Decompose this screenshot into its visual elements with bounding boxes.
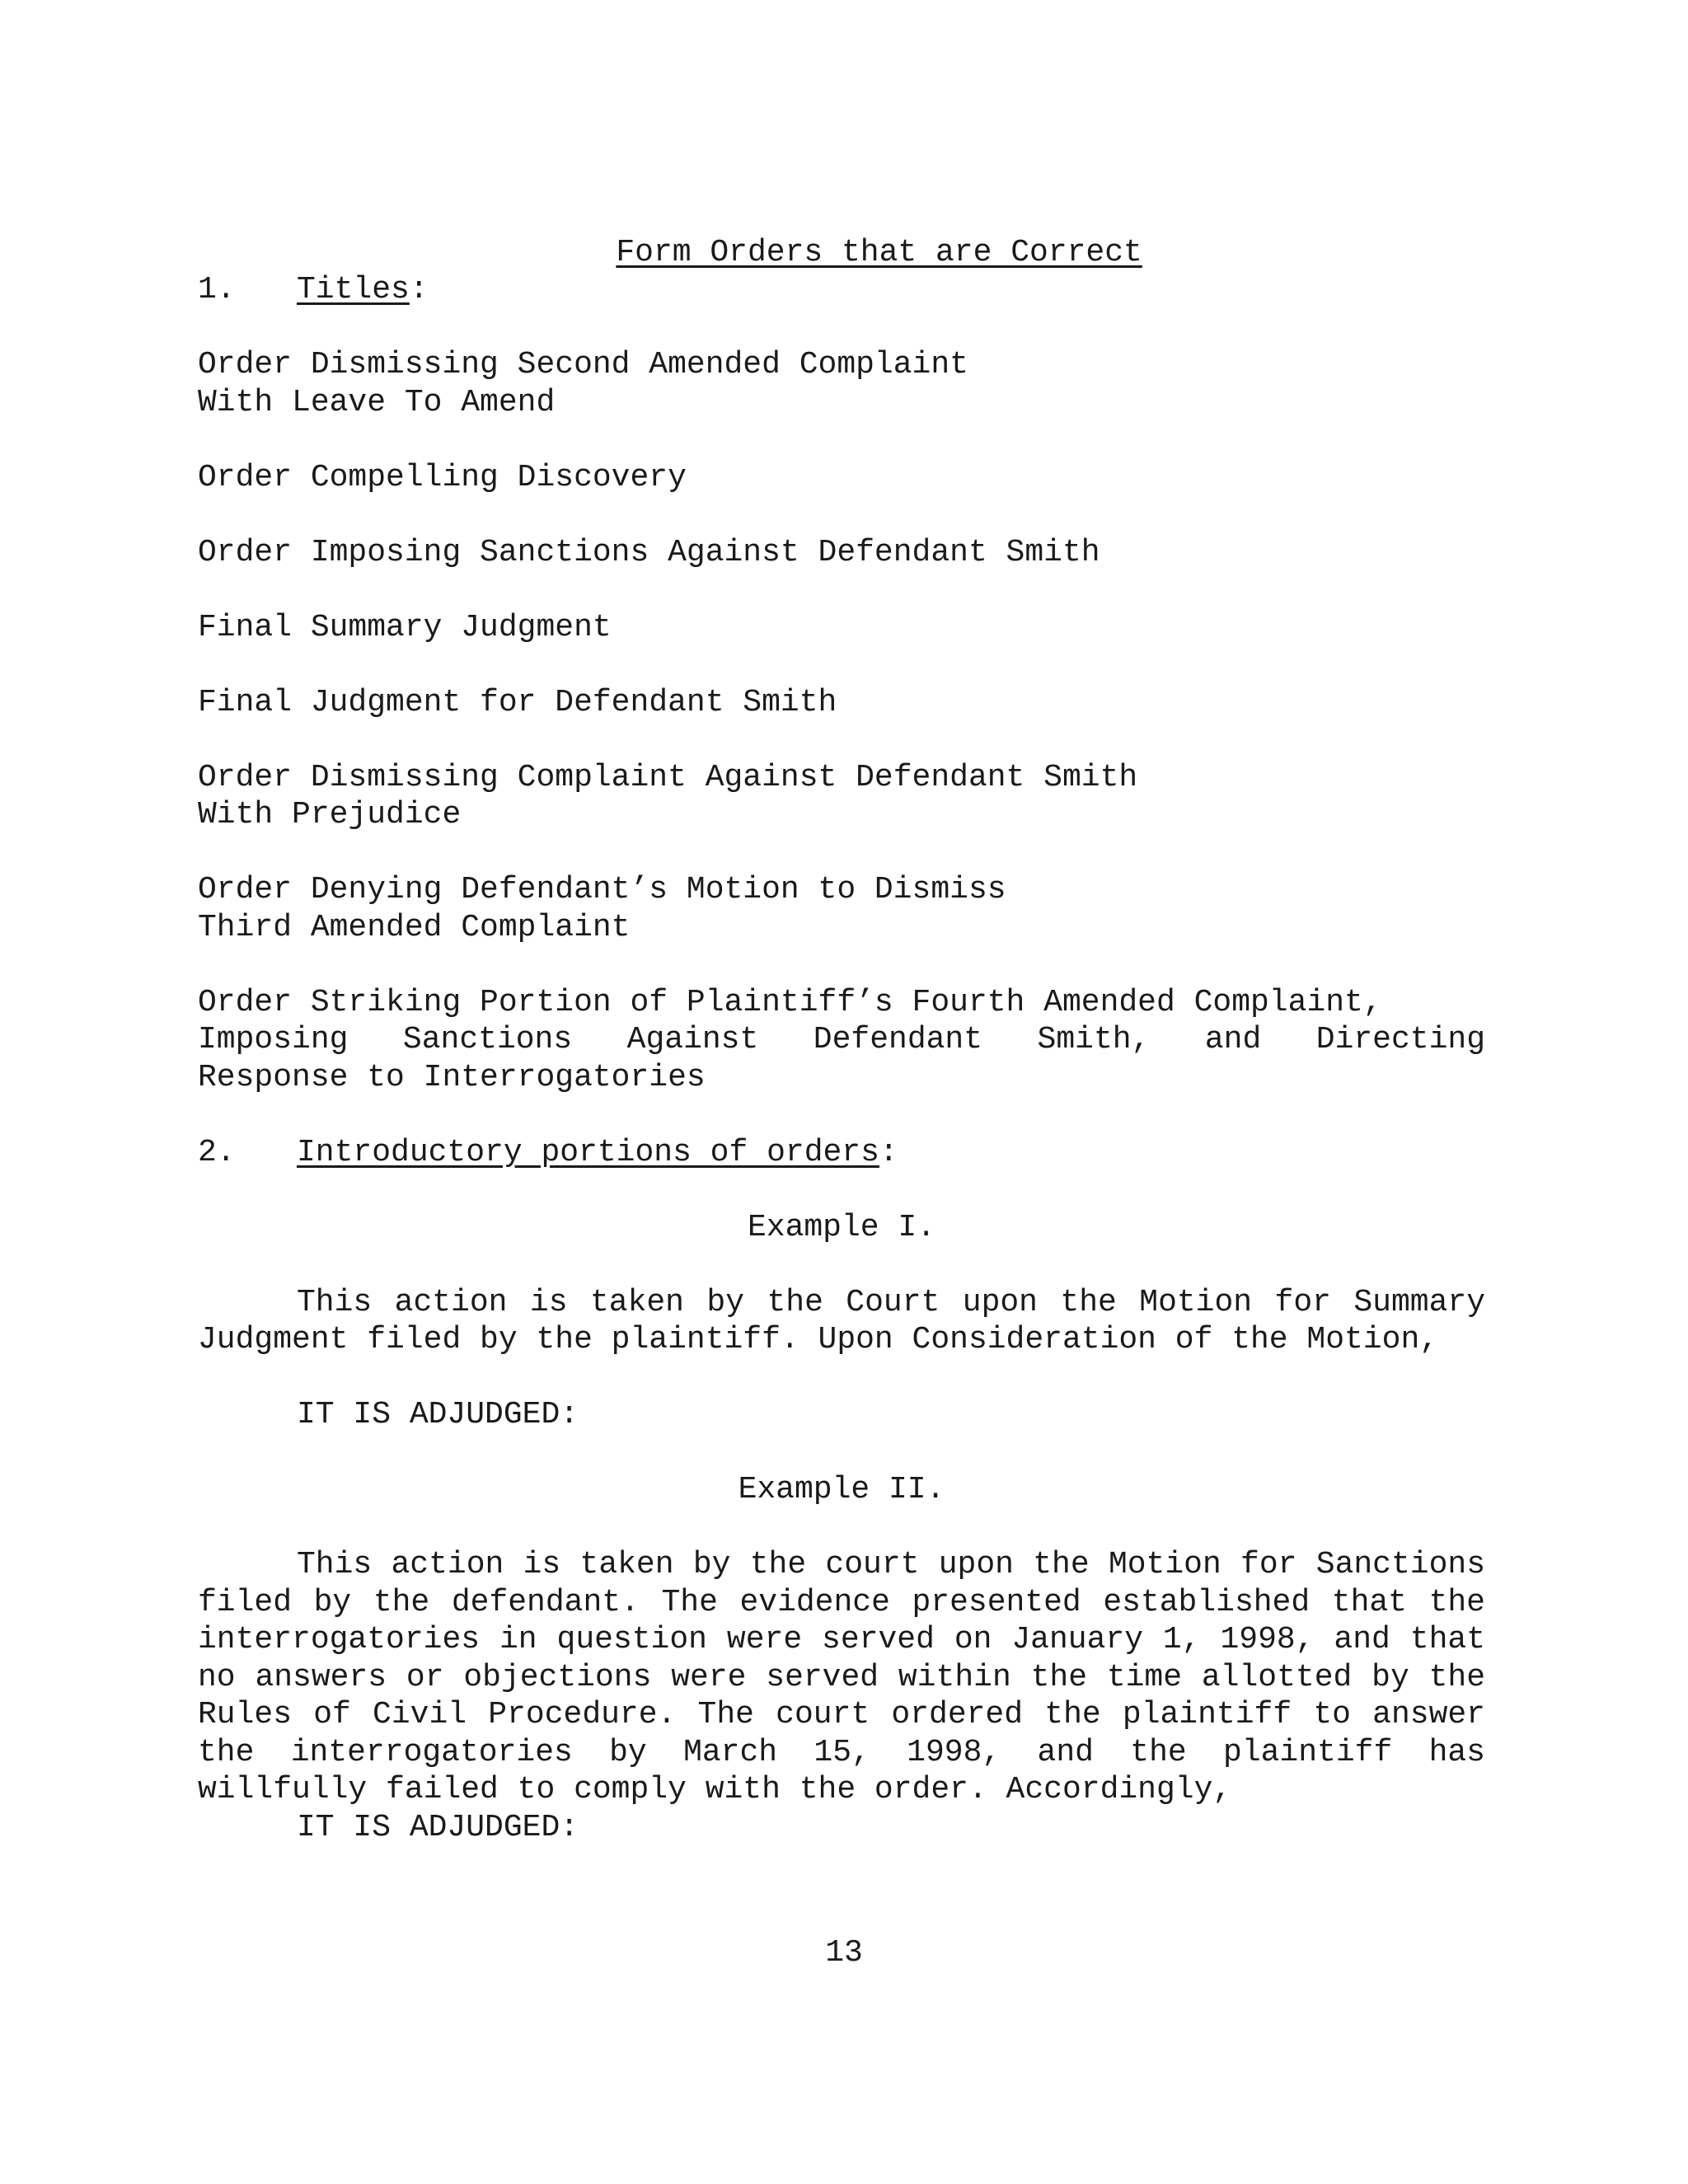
section-1-number: 1. (198, 272, 236, 307)
titles-list (198, 346, 1485, 984)
title-item (198, 759, 1485, 834)
title-line: Imposing Sanctions Against Defendant Smith, and Directing (198, 1022, 1485, 1057)
title-item-last (198, 984, 1485, 1097)
title-line: With Leave To Amend (198, 384, 556, 420)
title-item (198, 534, 1485, 572)
section-2-suffix: : (879, 1134, 898, 1170)
title-item (198, 684, 1485, 722)
example-1-label: Example I. (747, 1209, 936, 1245)
example-2-adjudged: IT IS ADJUDGED: (297, 1809, 579, 1845)
example-1-paragraph: This action is taken by the Court upon the Motion for Summary Judgment filed by the plaintiff. Upon Consideration of the Motion, (198, 1284, 1485, 1357)
page-heading (198, 196, 1485, 270)
title-item (198, 346, 1485, 421)
title-line: Order Dismissing Second Amended Complaint (198, 347, 968, 382)
page-heading-text: Form Orders that are Correct (616, 234, 1142, 270)
section-2-number: 2. (198, 1134, 236, 1170)
title-item (198, 459, 1485, 497)
section-1-suffix: : (409, 272, 429, 307)
example-2-paragraph: This action is taken by the court upon the Motion for Sanctions filed by the defendant. The evidence presented established that the interrogatories in question were served on January 1, 1998, and that no answers or objections were served within the time allotted by the Rules of Civil Procedure. The court ordered the plaintiff to answer the interrogatories by March 15, 1998, and the plaintiff has willfully failed to comply with the order. Accordingly, (198, 1547, 1485, 1807)
title-item (198, 871, 1485, 946)
title-line: Order Dismissing Complaint Against Defendant Smith (198, 759, 1138, 795)
section-2-title: Introductory portions of orders (297, 1134, 879, 1170)
title-line: Final Judgment for Defendant Smith (198, 684, 837, 720)
title-line: Order Denying Defendant’s Motion to Dismiss (198, 872, 1006, 907)
example-2-label: Example II. (738, 1472, 945, 1507)
title-line: Order Imposing Sanctions Against Defendant Smith (198, 534, 1100, 570)
title-line: With Prejudice (198, 797, 462, 832)
example-1-adjudged: IT IS ADJUDGED: (297, 1397, 579, 1432)
title-line: Order Striking Portion of Plaintiff’s Fourth Amended Complaint, (198, 984, 1382, 1020)
section-1-title: Titles (297, 272, 410, 307)
title-line: Final Summary Judgment (198, 609, 612, 645)
title-line: Third Amended Complaint (198, 909, 631, 945)
title-line: Order Compelling Discovery (198, 459, 687, 495)
title-line: Response to Interrogatories (198, 1059, 706, 1095)
page-number: 13 (825, 1935, 863, 1971)
document-page (198, 196, 1485, 1846)
section-2-heading (198, 1134, 1485, 1172)
title-item (198, 609, 1485, 647)
